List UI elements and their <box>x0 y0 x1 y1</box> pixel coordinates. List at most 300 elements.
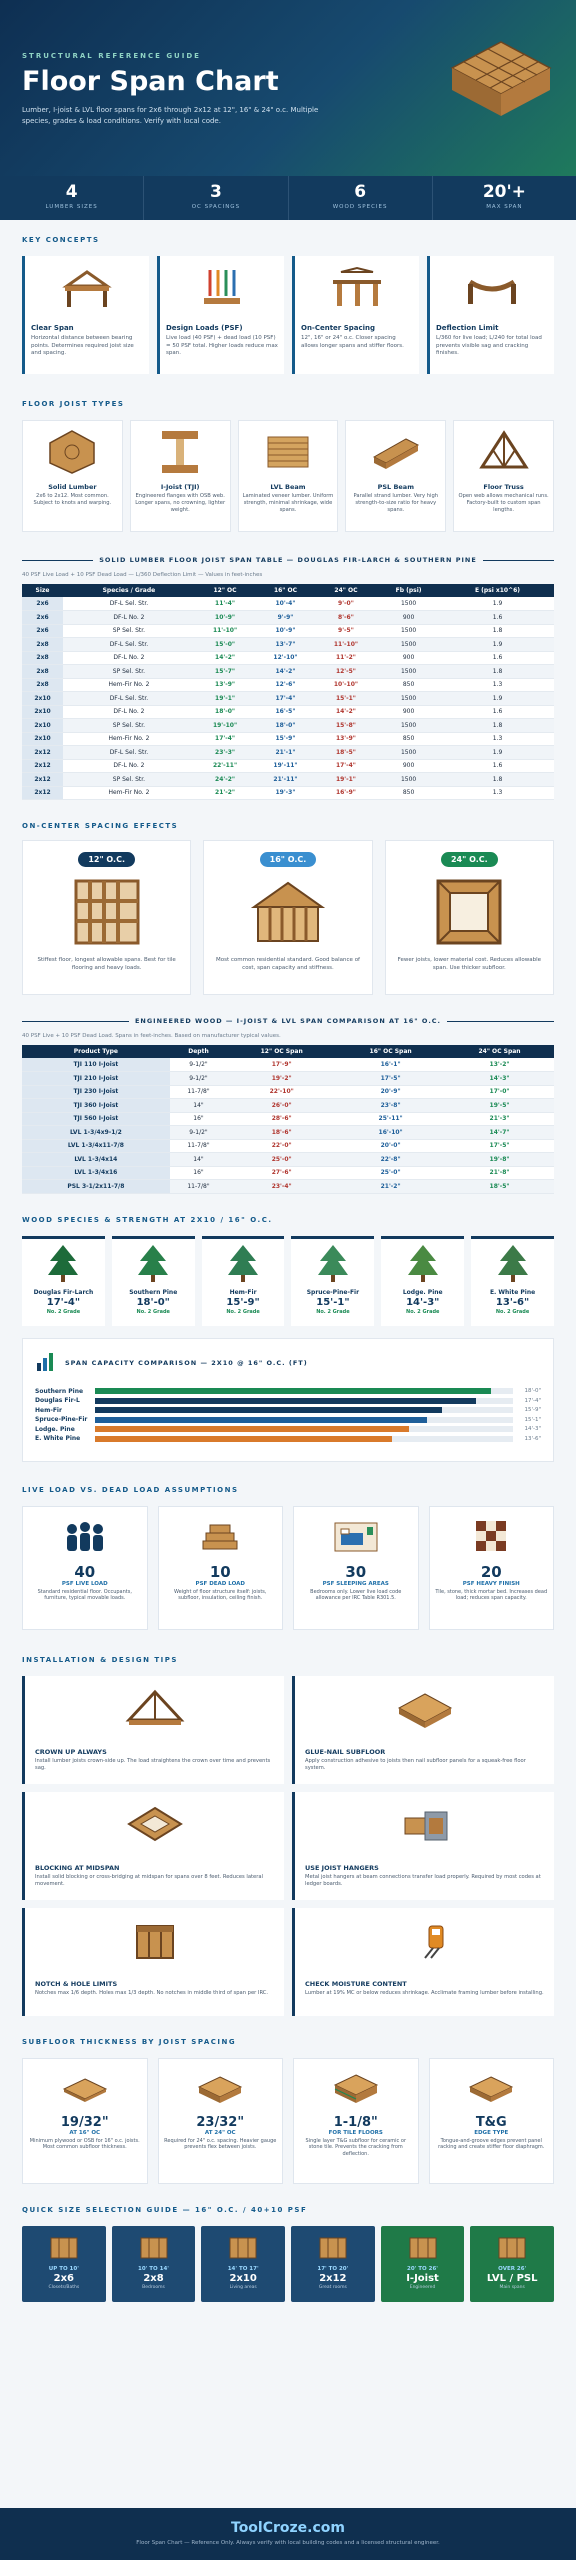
table-cell: 23'-8" <box>336 1099 445 1113</box>
chart-bar-row <box>35 1387 541 1397</box>
tip-card <box>292 1908 554 2016</box>
table-cell: DF-L Sel. Str. <box>63 746 195 760</box>
oc-card-12 <box>22 840 191 995</box>
chart-bar-row <box>35 1434 541 1444</box>
table-cell: 21'-11" <box>255 773 315 787</box>
table-cell: 19'-11" <box>255 759 315 773</box>
table-cell: 2x12 <box>22 759 63 773</box>
tip-card <box>292 1676 554 1784</box>
load-card <box>293 1506 419 1630</box>
table-cell: DF-L No. 2 <box>63 611 195 625</box>
stat-value: 6 <box>354 182 367 202</box>
table-cell: TJI 210 I-Joist <box>22 1072 170 1086</box>
species-span: 14'-3" <box>406 1296 440 1308</box>
moisture-meter-icon <box>295 1920 554 1968</box>
blocking-grid-icon <box>25 1804 284 1852</box>
table-cell: Hem-Fir No. 2 <box>63 732 195 746</box>
joist-types-title: FLOOR JOIST TYPES <box>22 400 125 408</box>
subfloor-desc: Tongue-and-groove edges prevent panel racking and create stiffer floor diaphragm. <box>438 2137 545 2150</box>
table-cell: 11-7/8" <box>170 1139 227 1153</box>
key-concepts-title: KEY CONCEPTS <box>22 236 100 244</box>
subfloor-desc: Single layer T&G subfloor for ceramic or stone tile. Prevents the cracking from deflection. <box>305 2137 406 2157</box>
table-cell: 2x8 <box>22 678 63 692</box>
table-cell: TJI 230 I-Joist <box>22 1085 170 1099</box>
species-span: 15'-9" <box>226 1296 260 1308</box>
tip-title: GLUE-NAIL SUBFLOOR <box>305 1747 386 1756</box>
table-cell: 13'-7" <box>255 638 315 652</box>
table-cell: 900 <box>376 759 441 773</box>
chart-bar-track <box>95 1398 513 1404</box>
floor-truss-icon <box>476 427 532 475</box>
footer-brand[interactable]: ToolCroze.com <box>231 2520 345 2536</box>
tip-card <box>292 1792 554 1900</box>
eng-table-note: 40 PSF Live + 10 PSF Dead Load. Spans in feet-inches. Based on manufacturer typical values. <box>22 1033 281 1039</box>
panel-medium-icon <box>195 2073 245 2105</box>
load-value: 40 <box>74 1562 96 1581</box>
people-icon <box>60 1521 110 1553</box>
subfloor-value: 23/32" <box>196 2114 245 2130</box>
stat-wood-species <box>289 176 433 220</box>
quick-use: Main spans <box>499 2284 525 2290</box>
table-cell: 1.3 <box>441 786 554 800</box>
table-cell: 8'-6" <box>316 611 376 625</box>
concept-title: Deflection Limit <box>436 324 499 332</box>
table-cell: 12'-10" <box>255 651 315 665</box>
subfloor-label: FOR TILE FLOORS <box>328 2129 383 2136</box>
quick-size: 2x10 <box>229 2272 257 2284</box>
footer-caption: Floor Span Chart — Reference Only. Always verify with local building codes and a licensed structural engineer. <box>136 2540 440 2546</box>
hero-banner <box>0 0 576 176</box>
table-cell: 11-7/8" <box>170 1180 227 1194</box>
chart-bar-track <box>95 1388 513 1394</box>
table-cell: 1.9 <box>441 692 554 706</box>
table-cell: 14'-2" <box>195 651 255 665</box>
tip-desc: Lumber at 19% MC or below reduces shrinkage. Acclimate framing lumber before installing. <box>305 1989 544 1996</box>
table-cell: 14'-2" <box>316 705 376 719</box>
joist-icon <box>226 2234 260 2262</box>
spacing-icon <box>295 266 419 314</box>
table-cell: 22'-8" <box>336 1153 445 1167</box>
quick-range: 14' TO 17' <box>227 2265 259 2272</box>
tip-desc: Apply construction adhesive to joists then nail subfloor panels for a squeak-free floor system. <box>305 1757 526 1771</box>
table-row <box>22 1085 554 1099</box>
table-cell: 16'-9" <box>316 786 376 800</box>
bedroom-icon <box>331 1521 381 1553</box>
key-concepts-row <box>0 256 576 374</box>
col-24oc: 24" OC <box>316 584 376 597</box>
table-cell: 10'-4" <box>255 597 315 611</box>
quick-size-card <box>291 2226 375 2302</box>
species-grade: No. 2 Grade <box>136 1308 170 1315</box>
subfloor-row <box>0 2058 576 2184</box>
table-cell: 10'-9" <box>255 624 315 638</box>
table-cell: 15'-7" <box>195 665 255 679</box>
divider <box>22 560 93 561</box>
table-cell: 17'-4" <box>195 732 255 746</box>
subfloor-value: 19/32" <box>60 2114 109 2130</box>
table-cell: 13'-2" <box>445 1058 554 1072</box>
species-grade: No. 2 Grade <box>406 1308 440 1315</box>
species-card <box>112 1236 195 1326</box>
table-cell: 25'-0" <box>227 1153 336 1167</box>
floor-frame-illustration <box>446 36 556 140</box>
quick-use: Living areas <box>229 2284 257 2290</box>
table-cell: 19'-8" <box>445 1153 554 1167</box>
tip-title: CHECK MOISTURE CONTENT <box>305 1979 407 1988</box>
table-cell: 850 <box>376 732 441 746</box>
stat-lumber-sizes <box>0 176 144 220</box>
table-cell: LVL 1-3/4x11-7/8 <box>22 1139 170 1153</box>
table-cell: 19'-3" <box>255 786 315 800</box>
joist-types-row <box>0 420 576 532</box>
table-cell: 2x8 <box>22 665 63 679</box>
joist-type-desc: 2x6 to 2x12. Most common. Subject to knots and warping. <box>33 493 112 506</box>
oc-card-24 <box>385 840 554 995</box>
table-cell: 2x8 <box>22 638 63 652</box>
quick-use: Great rooms <box>318 2284 347 2290</box>
species-card <box>381 1236 464 1326</box>
joist-type-title: Solid Lumber <box>48 483 97 491</box>
table-cell: 1.3 <box>441 732 554 746</box>
table-cell: 13'-9" <box>316 732 376 746</box>
table-cell: 18'-0" <box>255 719 315 733</box>
quick-range: 10' TO 14' <box>138 2265 169 2272</box>
species-span: 13'-6" <box>495 1296 530 1308</box>
quick-size-card <box>470 2226 554 2302</box>
table-cell: 11'-10" <box>316 638 376 652</box>
concept-title: Clear Span <box>31 324 74 332</box>
chart-value-label: 15'-1" <box>524 1416 541 1423</box>
tree-icon <box>46 1243 80 1283</box>
table-cell: 11-7/8" <box>170 1085 227 1099</box>
table-cell: 1.6 <box>441 651 554 665</box>
stat-value: 4 <box>65 182 78 202</box>
subfloor-card <box>293 2058 419 2184</box>
tips-title: INSTALLATION & DESIGN TIPS <box>22 1655 178 1664</box>
table-cell: 25'-11" <box>336 1112 445 1126</box>
joist-icon <box>47 2234 81 2262</box>
tip-title: CROWN UP ALWAYS <box>35 1747 107 1756</box>
table-row <box>22 746 554 760</box>
table-cell: Hem-Fir No. 2 <box>63 678 195 692</box>
subfloor-title: SUBFLOOR THICKNESS BY JOIST SPACING <box>22 2037 237 2046</box>
lvl-beam-icon <box>260 427 316 475</box>
table-cell: 17'-4" <box>255 692 315 706</box>
quick-use: Engineered <box>409 2284 436 2290</box>
table-cell: SP Sel. Str. <box>63 665 195 679</box>
quick-use: Bedrooms <box>142 2284 165 2290</box>
table-cell: DF-L Sel. Str. <box>63 692 195 706</box>
table-header-row <box>22 584 554 597</box>
chart-value-label: 15'-9" <box>524 1407 541 1414</box>
table-cell: 1.6 <box>441 611 554 625</box>
table-cell: 14'-7" <box>445 1126 554 1140</box>
engineered-span-table <box>22 1045 554 1194</box>
chart-category-label: Lodge. Pine <box>35 1425 75 1433</box>
table-cell: 2x12 <box>22 746 63 760</box>
col-size: Size <box>22 584 63 597</box>
subfloor-panel-icon <box>295 1688 554 1736</box>
notched-joist-icon <box>25 1920 284 1968</box>
table-cell: LVL 1-3/4x9-1/2 <box>22 1126 170 1140</box>
chart-bar <box>95 1426 409 1432</box>
roof-frame-icon <box>25 1688 284 1736</box>
table-cell: 1500 <box>376 746 441 760</box>
table-row <box>22 1139 554 1153</box>
table-cell: LVL 1-3/4x16 <box>22 1166 170 1180</box>
stat-label: LUMBER SIZES <box>45 204 98 210</box>
table-cell: 1.8 <box>441 624 554 638</box>
chart-bar-track <box>95 1417 513 1423</box>
quick-size: 2x8 <box>143 2272 164 2284</box>
table-cell: 10'-10" <box>316 678 376 692</box>
joist-type-card <box>345 420 446 532</box>
table-row <box>22 773 554 787</box>
table-row <box>22 1058 554 1072</box>
table-cell: 1500 <box>376 597 441 611</box>
psl-beam-icon <box>368 427 424 475</box>
table-cell: 11'-10" <box>195 624 255 638</box>
chart-bar-track <box>95 1426 513 1432</box>
table-cell: 19'-5" <box>445 1099 554 1113</box>
quick-size-card <box>201 2226 285 2302</box>
table-cell: 2x12 <box>22 773 63 787</box>
chart-category-label: Hem-Fir <box>35 1406 62 1414</box>
col-e: E (psi x10^6) <box>441 584 554 597</box>
table-cell: 17'-0" <box>445 1085 554 1099</box>
load-desc: Standard residential floor. Occupants, furniture, typical movable loads. <box>37 1588 132 1601</box>
joist-type-title: LVL Beam <box>270 483 306 491</box>
subfloor-card <box>158 2058 284 2184</box>
concept-card <box>22 256 149 374</box>
tree-icon <box>136 1243 170 1283</box>
species-row <box>0 1236 576 1326</box>
species-card <box>291 1236 374 1326</box>
oc-badge: 12" O.C. <box>78 852 135 867</box>
chart-category-label: Spruce-Pine-Fir <box>35 1416 88 1424</box>
table-row <box>22 678 554 692</box>
quick-range: UP TO 10' <box>48 2265 79 2272</box>
chart-bar-row <box>35 1406 541 1416</box>
species-name: E. White Pine <box>489 1288 536 1296</box>
load-value: 30 <box>345 1562 367 1581</box>
table-cell: TJI 560 I-Joist <box>22 1112 170 1126</box>
tree-icon <box>406 1243 440 1283</box>
tree-icon <box>226 1243 260 1283</box>
table-cell: 17'-5" <box>445 1139 554 1153</box>
table-row <box>22 597 554 611</box>
table-cell: Hem-Fir No. 2 <box>63 786 195 800</box>
hero-kicker: STRUCTURAL REFERENCE GUIDE <box>22 52 201 60</box>
table-cell: 9-1/2" <box>170 1058 227 1072</box>
tip-desc: Metal joist hangers at beam connections transfer load properly. Required by most codes at ledger boards. <box>305 1873 541 1887</box>
eng-table-body <box>22 1058 554 1193</box>
oc-desc: Stiffest floor, longest allowable spans. Best for tile flooring and heavy loads. <box>37 957 176 971</box>
table-cell: 1.6 <box>441 705 554 719</box>
table-cell: 25'-0" <box>336 1166 445 1180</box>
col-24oc: 24" OC Span <box>445 1045 554 1058</box>
subfloor-label: AT 24" OC <box>204 2129 236 2136</box>
table-row <box>22 624 554 638</box>
deflection-icon <box>430 266 554 314</box>
table-cell: DF-L No. 2 <box>63 651 195 665</box>
table-cell: 2x10 <box>22 732 63 746</box>
table-cell: 21'-2" <box>336 1180 445 1194</box>
quick-guide-title: QUICK SIZE SELECTION GUIDE — 16" O.C. / 40+10 PSF <box>22 2205 308 2214</box>
species-card <box>471 1236 554 1326</box>
concept-desc: Live load (40 PSF) + dead load (10 PSF) = 50 PSF total. Higher loads reduce max span. <box>166 335 278 356</box>
quick-range: 20' TO 26' <box>407 2265 438 2272</box>
chart-bar <box>95 1398 476 1404</box>
col-depth: Depth <box>170 1045 227 1058</box>
joist-type-title: I-Joist (TJI) <box>160 483 200 491</box>
load-card <box>429 1506 555 1630</box>
stat-label: MAX SPAN <box>486 204 523 210</box>
table-cell: 1500 <box>376 773 441 787</box>
joist-type-desc: Open web allows mechanical runs. Factory-built to custom span lengths. <box>458 493 549 513</box>
joist-type-desc: Laminated veneer lumber. Uniform strength, minimal shrinkage, wide spans. <box>242 493 334 513</box>
joist-icon <box>316 2234 350 2262</box>
table-row <box>22 786 554 800</box>
subfloor-value: 1-1/8" <box>333 2114 378 2130</box>
panel-thick-icon <box>331 2073 381 2105</box>
quick-size: 2x12 <box>319 2272 347 2284</box>
oc-desc: Most common residential standard. Good balance of cost, span capacity and stiffness. <box>215 957 360 971</box>
load-desc: Tile, stone, thick mortar bed. Increases dead load; reduces span capacity. <box>435 1588 548 1601</box>
load-card <box>22 1506 148 1630</box>
table-cell: 16'-1" <box>336 1058 445 1072</box>
table-cell: 1.9 <box>441 638 554 652</box>
quick-size-card <box>112 2226 196 2302</box>
joist-type-card <box>22 420 123 532</box>
load-desc: Weight of floor structure itself: joists, subfloor, insulation, ceiling finish. <box>174 1588 267 1601</box>
table-cell: 900 <box>376 611 441 625</box>
table-cell: 2x12 <box>22 786 63 800</box>
table-cell: 1500 <box>376 638 441 652</box>
subfloor-card <box>429 2058 555 2184</box>
table-cell: DF-L Sel. Str. <box>63 638 195 652</box>
table-cell: 9-1/2" <box>170 1126 227 1140</box>
table-cell: 17'-5" <box>336 1072 445 1086</box>
chart-bar-track <box>95 1436 513 1442</box>
table-cell: 2x6 <box>22 597 63 611</box>
tile-icon <box>466 1521 516 1553</box>
table-cell: 2x10 <box>22 705 63 719</box>
stat-bar <box>0 176 576 220</box>
table-cell: PSL 3-1/2x11-7/8 <box>22 1180 170 1194</box>
oc-desc: Fewer joists, lower material cost. Reduces allowable span. Use thicker subfloor. <box>397 957 541 971</box>
joist-type-card <box>453 420 554 532</box>
joist-type-desc: Engineered flanges with OSB web. Longer spans, no crowning, lighter weight. <box>135 493 226 513</box>
table-cell: 18'-0" <box>195 705 255 719</box>
col-16oc: 16" OC <box>255 584 315 597</box>
table-cell: 12'-5" <box>316 665 376 679</box>
chart-category-label: Southern Pine <box>35 1387 84 1395</box>
footer <box>0 2508 576 2560</box>
table-cell: 14'-2" <box>255 665 315 679</box>
table-cell: 16" <box>170 1166 227 1180</box>
table-cell: SP Sel. Str. <box>63 773 195 787</box>
table-cell: 1.8 <box>441 719 554 733</box>
table-cell: 19'-1" <box>316 773 376 787</box>
joist-type-title: PSL Beam <box>377 483 414 491</box>
subfloor-desc: Minimum plywood or OSB for 16" o.c. joists. Most common subfloor thickness. <box>29 2137 140 2150</box>
subfloor-label: AT 16" OC <box>69 2129 101 2136</box>
species-name: Lodge. Pine <box>402 1288 443 1296</box>
concept-card <box>292 256 419 374</box>
load-label: PSF SLEEPING AREAS <box>322 1580 389 1587</box>
lumber-table-header <box>0 556 576 564</box>
joist-icon <box>137 2234 171 2262</box>
span-capacity-chart <box>22 1338 554 1462</box>
table-cell: LVL 1-3/4x14 <box>22 1153 170 1167</box>
span-icon <box>25 266 149 314</box>
load-label: PSF LIVE LOAD <box>61 1580 108 1587</box>
table-cell: 28'-6" <box>227 1112 336 1126</box>
load-value: 10 <box>209 1562 231 1581</box>
table-row <box>22 651 554 665</box>
joist-icon <box>406 2234 440 2262</box>
table-cell: 9'-5" <box>316 624 376 638</box>
chart-title: SPAN CAPACITY COMPARISON — 2X10 @ 16" O.C. (FT) <box>65 1358 308 1367</box>
load-value: 20 <box>480 1562 502 1581</box>
quick-range: OVER 26' <box>498 2265 527 2272</box>
table-cell: 900 <box>376 651 441 665</box>
table-row <box>22 1099 554 1113</box>
table-cell: 22'-11" <box>195 759 255 773</box>
table-cell: 1500 <box>376 692 441 706</box>
loads-title: LIVE LOAD VS. DEAD LOAD ASSUMPTIONS <box>22 1485 239 1494</box>
table-cell: 20'-0" <box>336 1139 445 1153</box>
house-frame-icon <box>210 877 365 951</box>
load-card <box>158 1506 284 1630</box>
quick-guide-row <box>0 2226 576 2302</box>
concept-desc: 12", 16" or 24" o.c. Closer spacing allows longer spans and stiffer floors. <box>301 335 404 349</box>
tip-title: NOTCH & HOLE LIMITS <box>35 1979 118 1988</box>
concept-desc: Horizontal distance between bearing points. Determines required joist size and spacing. <box>31 335 134 356</box>
table-cell: 2x10 <box>22 719 63 733</box>
table-cell: 1500 <box>376 665 441 679</box>
table-cell: 19'-2" <box>227 1072 336 1086</box>
joist-icon <box>495 2234 529 2262</box>
table-cell: 900 <box>376 705 441 719</box>
table-cell: DF-L No. 2 <box>63 705 195 719</box>
species-grade: No. 2 Grade <box>226 1308 260 1315</box>
table-cell: 1.8 <box>441 665 554 679</box>
table-cell: DF-L Sel. Str. <box>63 597 195 611</box>
table-cell: 17'-4" <box>316 759 376 773</box>
table-cell: 2x10 <box>22 692 63 706</box>
table-cell: DF-L No. 2 <box>63 759 195 773</box>
table-cell: 18'-5" <box>445 1180 554 1194</box>
table-cell: 15'-0" <box>195 638 255 652</box>
chart-bar-row <box>35 1396 541 1406</box>
table-cell: 20'-9" <box>336 1085 445 1099</box>
joist-type-card <box>238 420 339 532</box>
col-12oc: 12" OC Span <box>227 1045 336 1058</box>
table-cell: 26'-0" <box>227 1099 336 1113</box>
table-cell: 15'-8" <box>316 719 376 733</box>
species-name: Southern Pine <box>129 1288 178 1296</box>
table-cell: 21'-2" <box>195 786 255 800</box>
lumber-table-title: SOLID LUMBER FLOOR JOIST SPAN TABLE — DOUGLAS FIR-LARCH & SOUTHERN PINE <box>99 556 477 564</box>
table-cell: 9'-9" <box>255 611 315 625</box>
open-frame-icon <box>392 877 547 951</box>
concept-title: Design Loads (PSF) <box>166 324 243 332</box>
table-cell: SP Sel. Str. <box>63 624 195 638</box>
table-cell: 14'-3" <box>445 1072 554 1086</box>
table-cell: 24'-2" <box>195 773 255 787</box>
